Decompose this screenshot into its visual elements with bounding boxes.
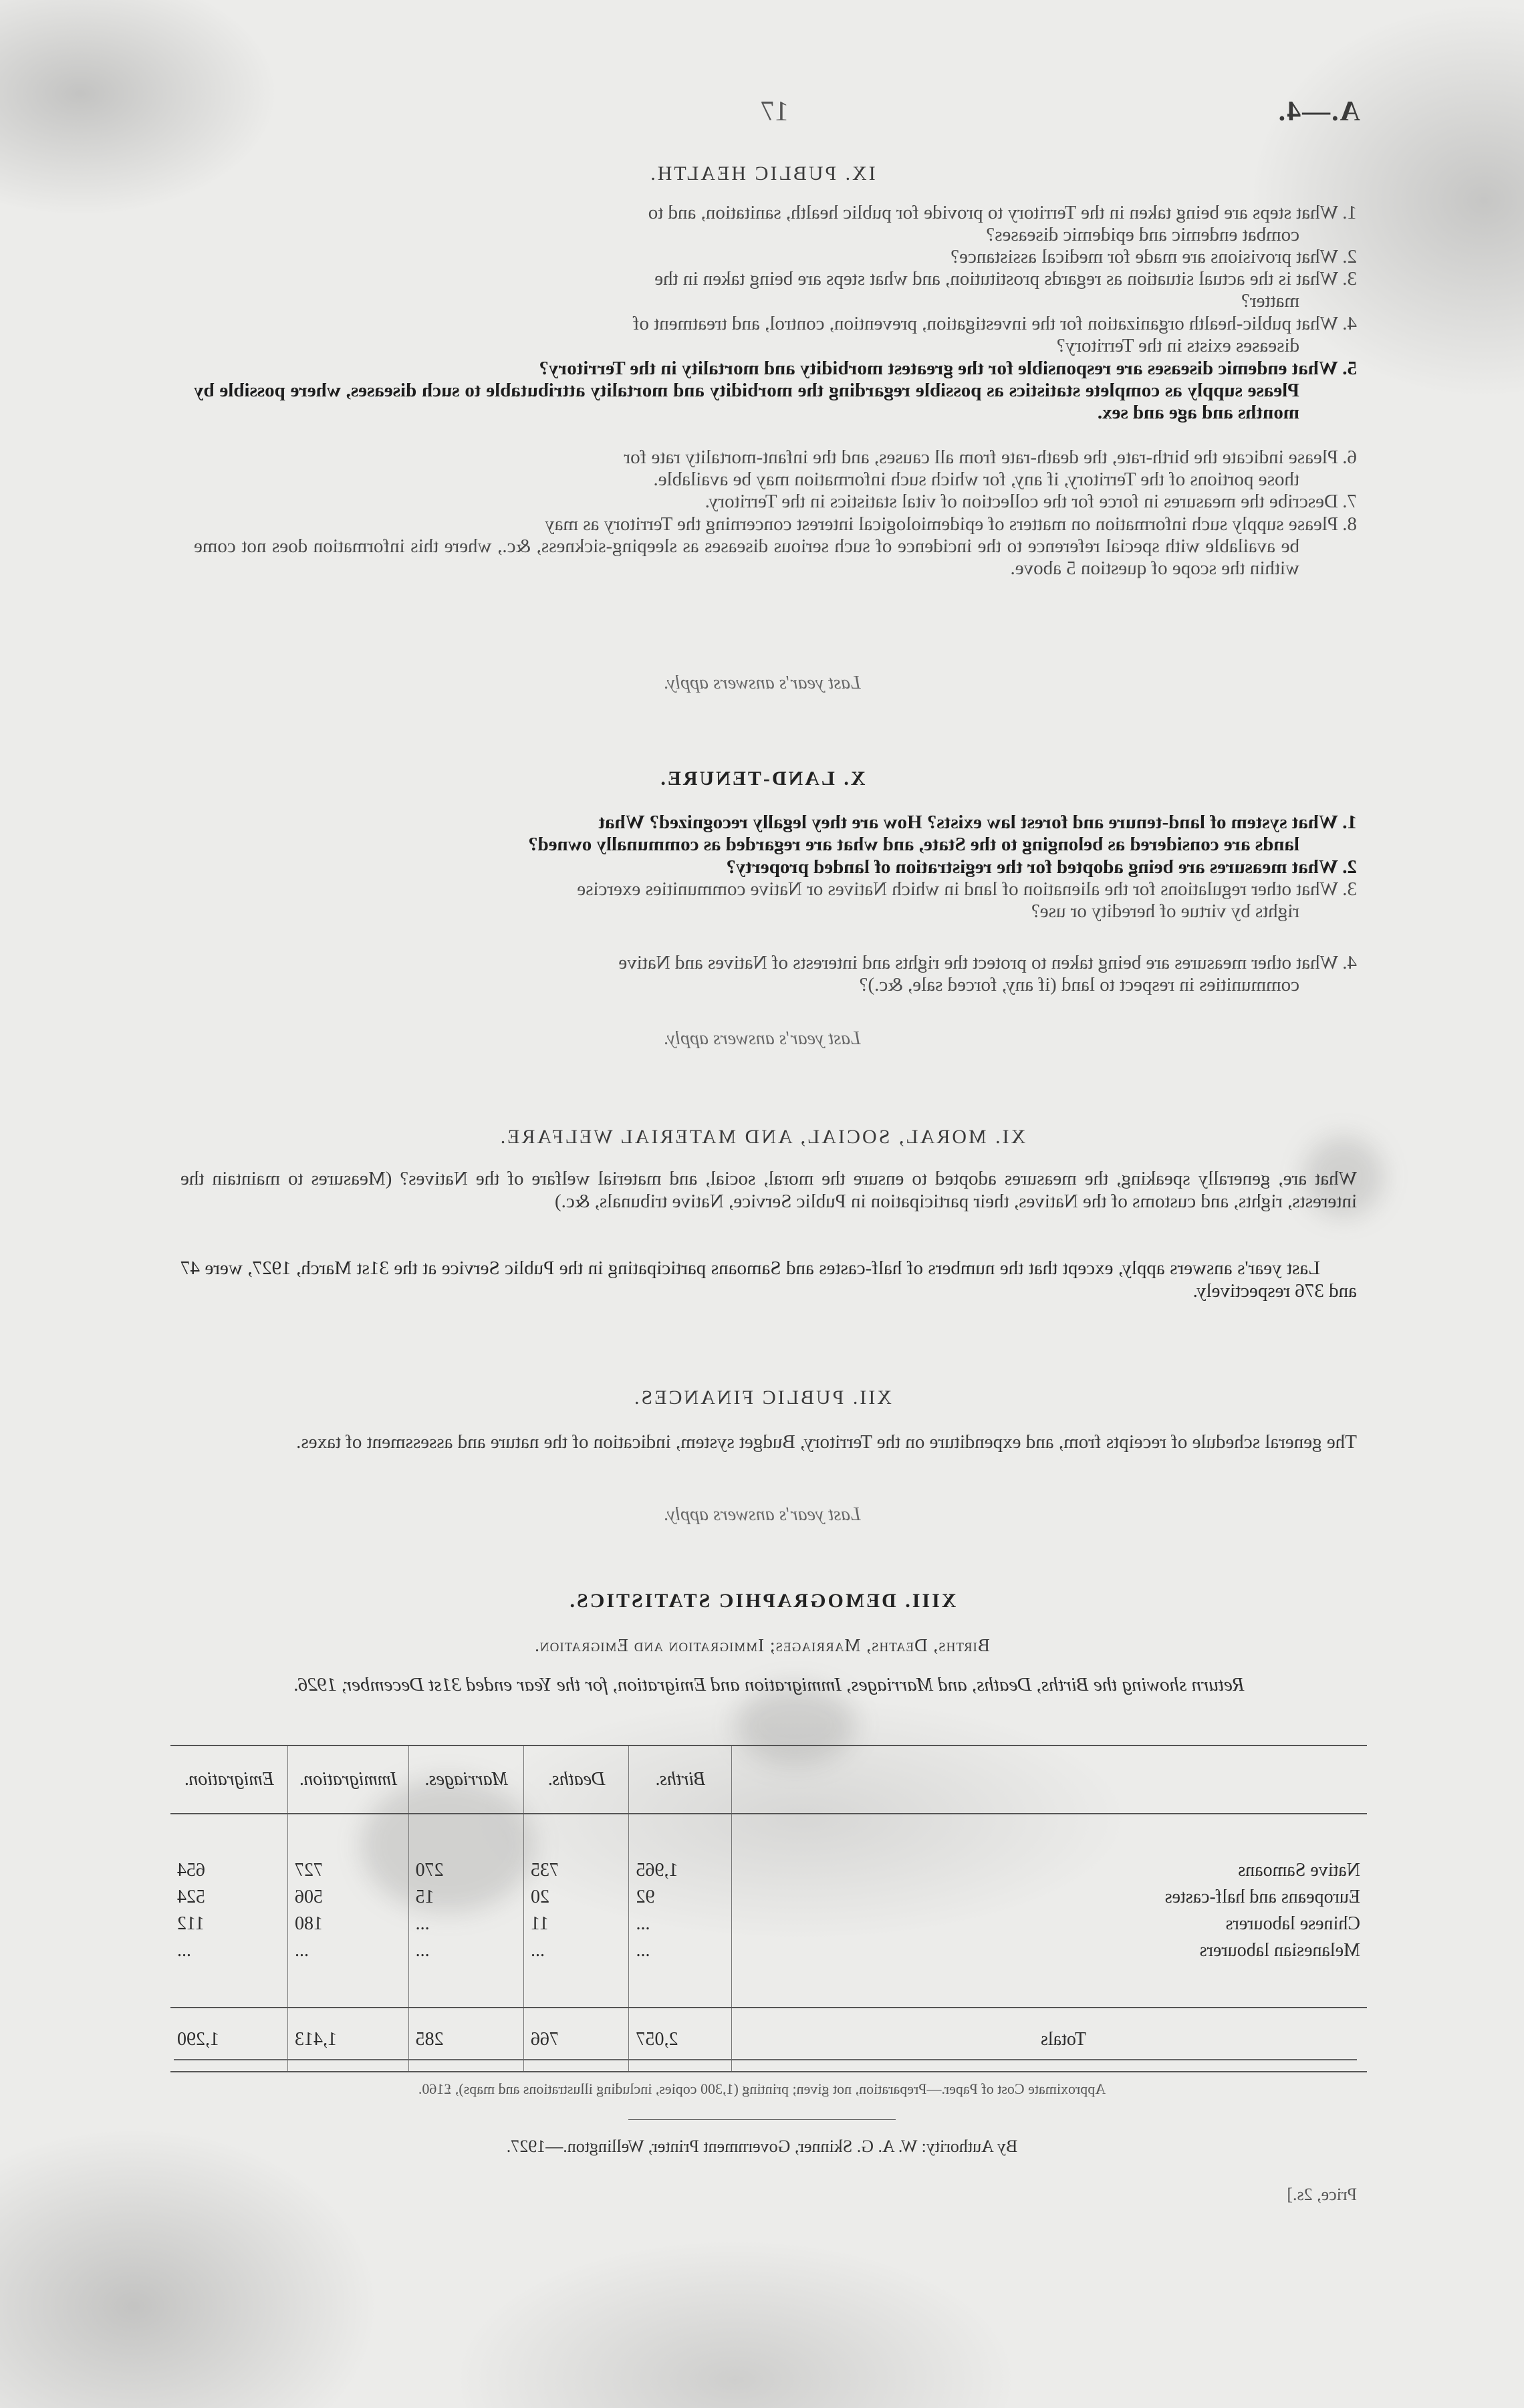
section-answer: Last year's answers apply. xyxy=(663,1504,861,1525)
column-header xyxy=(731,1745,1367,1814)
column-header: Marriages. xyxy=(408,1745,523,1814)
row-label: Native Samoans xyxy=(1238,1860,1360,1881)
list-item: 4. What public-health organization for the investigation, prevention, control, and treatment of diseases exists in the Territory? xyxy=(632,313,1357,356)
list-item: 8. Please supply such information on matters of epidemiological interest concerning the Territory as may be available with special reference to the incidence of such serious diseases as sleeping-sickness, &c., where this information does not come within the scope of question 5 above. xyxy=(194,513,1357,579)
column-header: Emigration. xyxy=(170,1745,287,1814)
column-header: Immigration. xyxy=(287,1745,408,1814)
section-subheading: Births, Deaths, Marriages; Immigration and Emigration. xyxy=(534,1635,990,1655)
table-caption: Return showing the Births, Deaths, and Marriages, Immigration and Emigration, for the Year ended 31st December, 1926. xyxy=(293,1674,1245,1695)
list-item: 2. What measures are being adopted for the registration of landed property? xyxy=(726,856,1357,878)
list-item: 7. Describe the measures in force for the collection of vital statistics in the Territory. xyxy=(705,491,1357,512)
divider xyxy=(174,2059,1357,2060)
section-question: What are, generally speaking, the measures adopted to ensure the moral, social, and material welfare of the Natives? (Measures to maintain the interests, rights, and customs of the Natives, their participation in Public Service, Native tribunals, &c.) xyxy=(180,1168,1357,1212)
row-label: Chinese labourers xyxy=(1225,1913,1360,1934)
row-label: Melanesian labourers xyxy=(1199,1940,1360,1961)
list-item: 1. What steps are being taken in the Territory to provide for public health, sanitation, and to combat endemic and epidemic diseases? xyxy=(648,202,1357,245)
section-question: The general schedule of receipts from, and expenditure on the Territory, Budget system, indication of the nature and assessment of taxes. xyxy=(296,1431,1357,1453)
section-answer: Last year's answers apply, except that the numbers of half-castes and Samoans participating in the Public Service at the 31st March, 1927, were 47 and 376 respectively. xyxy=(180,1257,1357,1302)
list-item: 4. What other measures are being taken to protect the rights and interests of Natives and Native communities in respect to land (if any, forced sale, &c.)? xyxy=(618,952,1357,995)
row-label: Totals xyxy=(731,2008,1367,2072)
price-note: Price, 2s.] xyxy=(1287,2185,1357,2204)
section-heading-public-health: IX. PUBLIC HEALTH. xyxy=(648,162,876,185)
divider xyxy=(628,2119,896,2120)
page-number: 17 xyxy=(761,96,789,127)
table-row: Melanesian labourers ... ... ... ... ... xyxy=(170,1937,1367,1964)
demographic-table xyxy=(170,1745,1367,2072)
list-item: 6. Please indicate the birth-rate, the death-rate from all causes, and the infant-mortality rate for those portions of the Territory, if any, for which such information may be available. xyxy=(624,447,1357,490)
table-totals-row: Totals 2,057 766 285 1,413 1,290 xyxy=(170,2008,1367,2072)
section-heading-demographic: XIII. DEMOGRAPHIC STATISTICS. xyxy=(567,1590,957,1612)
table-row: Chinese labourers ... 11 ... 180 112 xyxy=(170,1911,1367,1937)
section-heading-finances: XII. PUBLIC FINANCES. xyxy=(632,1387,892,1409)
list-item: 3. What other regulations for the alienation of land in which Natives or Native communities exercise rights by virtue of heredity or use? xyxy=(577,878,1357,922)
list-item: 1. What system of land-tenure and forest law exists? How are they legally recognized? What lands are considered as belonging to the State, and what are regarded as communally owned? xyxy=(528,812,1357,855)
column-header: Births. xyxy=(629,1745,731,1814)
section-answer: Last year's answers apply. xyxy=(663,673,861,693)
section-heading-land-tenure: X. LAND-TENURE. xyxy=(658,767,866,790)
list-item: 3. What is the actual situation as regards prostitution, and what steps are being taken in the matter? xyxy=(654,268,1357,312)
table-header-row xyxy=(170,1745,1367,1814)
printer-authority: By Authority: W. A. G. Skinner, Government Printer, Wellington.—1927. xyxy=(506,2137,1018,2156)
document-reference: A.—4. xyxy=(1277,96,1360,127)
section-heading-welfare: XI. MORAL, SOCIAL, AND MATERIAL WELFARE. xyxy=(498,1126,1026,1148)
row-label: Europeans and half-castes xyxy=(1164,1887,1360,1907)
table-row: Europeans and half-castes 92 20 15 506 524 xyxy=(170,1884,1367,1911)
list-item: 5. What endemic diseases are responsible for the greatest morbidity and mortality in the Territory? Please supply as complete statistics as possible regarding the morbidity and mortality attributable to such diseases, where possible by months and age and sex. xyxy=(194,358,1357,423)
column-header: Deaths. xyxy=(523,1745,628,1814)
list-item: 2. What provisions are made for medical assistance? xyxy=(950,246,1357,267)
table-row: Native Samoans 1,965 735 270 727 654 xyxy=(170,1857,1367,1884)
cost-note: Approximate Cost of Paper.—Preparation, not given; printing (1,300 copies, including illustrations and maps), £160. xyxy=(418,2080,1106,2097)
section-answer: Last year's answers apply. xyxy=(663,1028,861,1049)
